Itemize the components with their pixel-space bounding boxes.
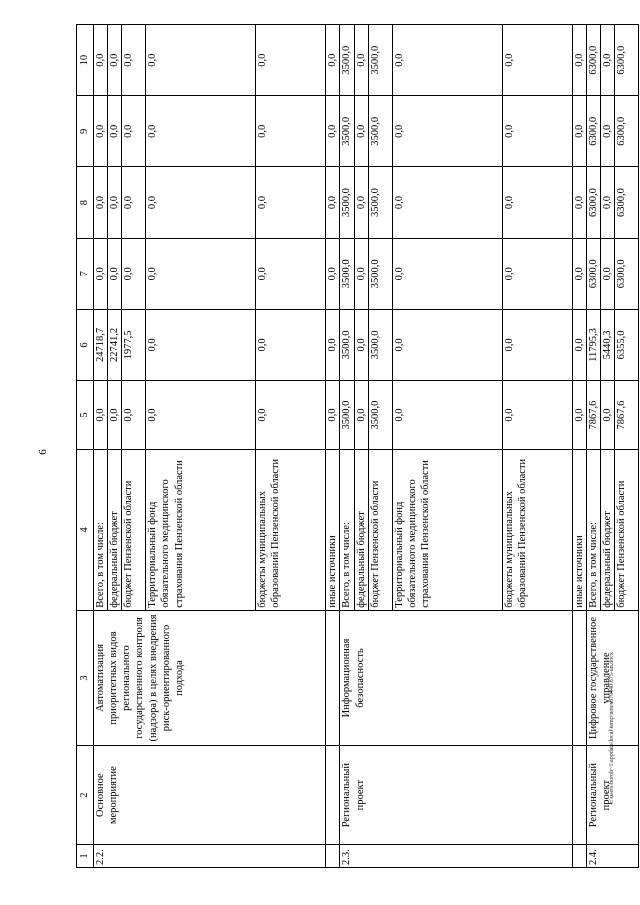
funding-source: бюджет Пензенской области [615, 449, 639, 610]
funding-source: бюджет Пензенской области [122, 449, 146, 610]
item-name: Автоматизация приоритетных видов регионального государственного контроля (надзора) в целях внедрения риск-ориентированного подхода [94, 610, 326, 746]
value-cell: 0,0 [600, 238, 614, 309]
value-cell: 0,0 [600, 381, 614, 450]
value-cell: 0,0 [354, 25, 368, 96]
funding-source: Всего, в том числе: [340, 449, 354, 610]
value-cell: 0,0 [572, 309, 586, 380]
funding-source: федеральный бюджет [354, 449, 368, 610]
table-row [94, 25, 108, 868]
value-cell: 0,0 [256, 309, 326, 380]
value-cell: 0,0 [600, 25, 614, 96]
col-header-10: 10 [77, 25, 94, 96]
funding-source: бюджеты муниципальных образований Пензенской области [256, 449, 326, 610]
value-cell: 6300,0 [586, 96, 600, 167]
value-cell: 0,0 [146, 25, 256, 96]
value-cell: 6355,0 [615, 309, 639, 380]
value-cell: 0,0 [326, 96, 340, 167]
value-cell: 3500,0 [368, 25, 392, 96]
value-cell: 0,0 [326, 238, 340, 309]
value-cell: 3500,0 [340, 25, 354, 96]
empty-cell [572, 746, 586, 845]
funding-source: иные источники [572, 449, 586, 610]
value-cell: 6300,0 [615, 25, 639, 96]
value-cell: 0,0 [256, 381, 326, 450]
col-header-5: 5 [77, 381, 94, 450]
value-cell: 0,0 [572, 25, 586, 96]
value-cell: 0,0 [122, 381, 146, 450]
value-cell: 0,0 [146, 381, 256, 450]
value-cell: 0,0 [256, 167, 326, 238]
value-cell: 22741,2 [108, 309, 122, 380]
value-cell: 0,0 [108, 238, 122, 309]
footer-file-path: c:\users\boroh~1\appdata\local\temp\notes879440\875-un.docx [609, 652, 615, 804]
value-cell: 0,0 [392, 25, 502, 96]
item-number: 2.4. [586, 845, 638, 868]
col-header-4: 4 [77, 449, 94, 610]
value-cell: 0,0 [94, 381, 108, 450]
value-cell: 1977,5 [122, 309, 146, 380]
value-cell: 11795,3 [586, 309, 600, 380]
value-cell: 0,0 [354, 381, 368, 450]
value-cell: 6300,0 [615, 238, 639, 309]
empty-cell [326, 845, 340, 868]
value-cell: 3500,0 [368, 167, 392, 238]
table-row [572, 25, 586, 868]
value-cell: 7867,6 [615, 381, 639, 450]
value-cell: 0,0 [326, 167, 340, 238]
value-cell: 0,0 [94, 25, 108, 96]
header-row [77, 25, 94, 868]
col-header-9: 9 [77, 96, 94, 167]
empty-cell [326, 610, 340, 746]
value-cell: 0,0 [256, 25, 326, 96]
value-cell: 0,0 [354, 96, 368, 167]
funding-source: федеральный бюджет [108, 449, 122, 610]
funding-source: иные источники [326, 449, 340, 610]
funding-source: бюджеты муниципальных образований Пензенской области [502, 449, 572, 610]
value-cell: 0,0 [122, 25, 146, 96]
item-name: Информационная безопасность [340, 610, 572, 746]
empty-cell [326, 746, 340, 845]
funding-source: бюджет Пензенской области [368, 449, 392, 610]
value-cell: 0,0 [354, 309, 368, 380]
value-cell: 6300,0 [615, 167, 639, 238]
funding-source: Всего, в том числе: [586, 449, 600, 610]
value-cell: 0,0 [392, 309, 502, 380]
value-cell: 0,0 [354, 238, 368, 309]
value-cell: 5440,3 [600, 309, 614, 380]
value-cell: 0,0 [392, 238, 502, 309]
value-cell: 0,0 [146, 167, 256, 238]
value-cell: 3500,0 [368, 96, 392, 167]
value-cell: 3500,0 [368, 381, 392, 450]
item-name: Цифровое государственное управление [586, 610, 638, 746]
value-cell: 6300,0 [586, 25, 600, 96]
value-cell: 0,0 [122, 238, 146, 309]
value-cell: 0,0 [392, 167, 502, 238]
value-cell: 6300,0 [586, 238, 600, 309]
item-type: Региональный проект [586, 746, 638, 845]
value-cell: 0,0 [502, 309, 572, 380]
empty-cell [572, 610, 586, 746]
value-cell: 0,0 [600, 96, 614, 167]
value-cell: 3500,0 [340, 167, 354, 238]
item-number: 2.3. [340, 845, 572, 868]
value-cell: 24718,7 [94, 309, 108, 380]
value-cell: 0,0 [326, 25, 340, 96]
value-cell: 0,0 [572, 167, 586, 238]
funding-source: Всего, в том числе: [94, 449, 108, 610]
value-cell: 0,0 [94, 96, 108, 167]
item-number: 2.2. [94, 845, 326, 868]
item-type: Региональный проект [340, 746, 572, 845]
value-cell: 0,0 [354, 167, 368, 238]
table-body [94, 25, 639, 868]
col-header-7: 7 [77, 238, 94, 309]
value-cell: 3500,0 [368, 309, 392, 380]
value-cell: 0,0 [122, 96, 146, 167]
value-cell: 0,0 [502, 167, 572, 238]
value-cell: 0,0 [502, 238, 572, 309]
value-cell: 0,0 [392, 381, 502, 450]
table-row [340, 25, 354, 868]
value-cell: 0,0 [108, 96, 122, 167]
value-cell: 0,0 [256, 238, 326, 309]
funding-source: Территориальный фонд обязательного медицинского страхования Пензенской области [392, 449, 502, 610]
value-cell: 0,0 [108, 381, 122, 450]
value-cell: 0,0 [146, 309, 256, 380]
col-header-6: 6 [77, 309, 94, 380]
col-header-2: 2 [77, 746, 94, 845]
page-number: 6 [37, 449, 49, 455]
value-cell: 0,0 [502, 25, 572, 96]
value-cell: 0,0 [572, 238, 586, 309]
value-cell: 0,0 [94, 167, 108, 238]
value-cell: 0,0 [326, 381, 340, 450]
value-cell: 0,0 [108, 25, 122, 96]
value-cell: 0,0 [146, 238, 256, 309]
value-cell: 0,0 [392, 96, 502, 167]
col-header-3: 3 [77, 610, 94, 746]
table-row [586, 25, 600, 868]
value-cell: 0,0 [94, 238, 108, 309]
value-cell: 0,0 [108, 167, 122, 238]
value-cell: 3500,0 [340, 96, 354, 167]
value-cell: 0,0 [502, 381, 572, 450]
value-cell: 7867,6 [586, 381, 600, 450]
table-row [326, 25, 340, 868]
value-cell: 0,0 [600, 167, 614, 238]
value-cell: 6300,0 [615, 96, 639, 167]
value-cell: 0,0 [326, 309, 340, 380]
value-cell: 3500,0 [368, 238, 392, 309]
value-cell: 0,0 [502, 96, 572, 167]
value-cell: 3500,0 [340, 309, 354, 380]
col-header-8: 8 [77, 167, 94, 238]
item-type: Основное мероприятие [94, 746, 326, 845]
empty-cell [572, 845, 586, 868]
funding-source: Территориальный фонд обязательного медицинского страхования Пензенской области [146, 449, 256, 610]
value-cell: 0,0 [256, 96, 326, 167]
col-header-1: 1 [77, 845, 94, 868]
value-cell: 0,0 [122, 167, 146, 238]
value-cell: 6300,0 [586, 167, 600, 238]
funding-source: федеральный бюджет [600, 449, 614, 610]
value-cell: 3500,0 [340, 381, 354, 450]
funding-table [76, 24, 639, 868]
value-cell: 3500,0 [340, 238, 354, 309]
value-cell: 0,0 [572, 96, 586, 167]
value-cell: 0,0 [146, 96, 256, 167]
value-cell: 0,0 [572, 381, 586, 450]
